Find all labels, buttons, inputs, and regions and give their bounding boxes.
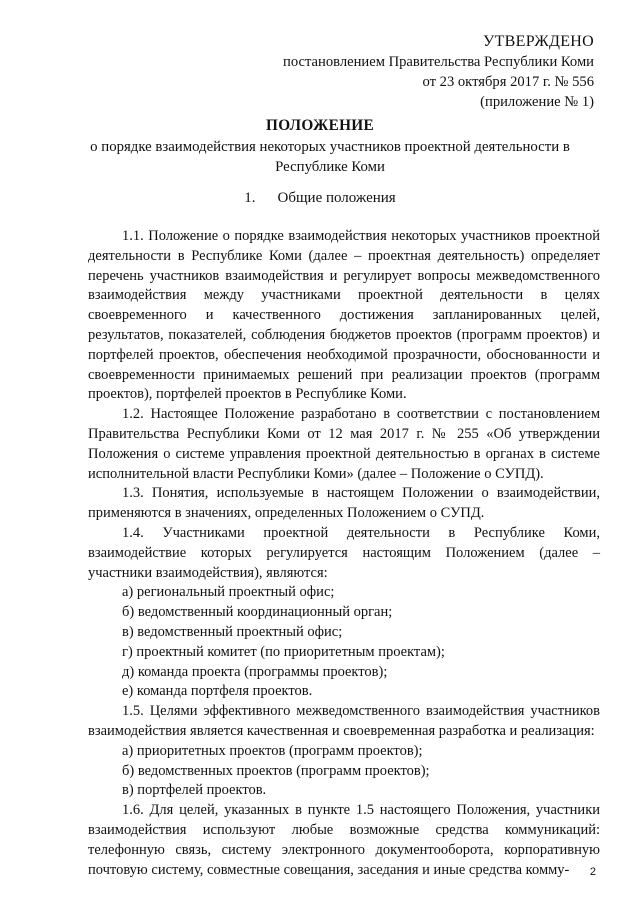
list-item: б) ведомственных проектов (программ проектов); bbox=[122, 762, 430, 779]
approval-stamp-block bbox=[283, 32, 594, 112]
paragraph-1-2: 1.2. Настоящее Положение разработано в соответствии с постановлением Правительства Республики Коми от 12 мая 2017 г. № 255 «Об утверждении Положения о системе управления проектной деятельностью в органах в системе исполнительной власти Республики Коми» (далее – Положение о СУПД). bbox=[88, 406, 600, 482]
paragraph-1-5: 1.5. Целями эффективного межведомственного взаимодействия участников взаимодействия является качественная и своевременная разработка и реализация: bbox=[88, 703, 600, 739]
list-item: а) региональный проектный офис; bbox=[122, 584, 335, 601]
paragraph-1-3: 1.3. Понятия, используемые в настоящем Положении о взаимодействии, применяются в значениях, определенных Положением о СУПД. bbox=[88, 485, 600, 522]
list-item: в) портфелей проектов. bbox=[122, 782, 267, 799]
list-item: д) команда проекта (программы проектов); bbox=[122, 663, 388, 680]
list-item: б) ведомственный координационный орган; bbox=[122, 604, 393, 621]
section-number: 1. bbox=[244, 190, 256, 206]
approval-line-3: (приложение № 1) bbox=[480, 94, 594, 110]
approval-line-1: постановлением Правительства Республики Коми bbox=[283, 54, 594, 70]
paragraph-1-6: 1.6. Для целей, указанных в пункте 1.5 настоящего Положения, участники взаимодействия используют любые возможные средства коммуникаций: телефонную связь, систему электронного документооборота, корпоративную почтовую систему, совместные совещания, заседания и иные средства комму- bbox=[88, 802, 600, 878]
paragraph-1-4: 1.4. Участниками проектной деятельности в Республике Коми, взаимодействие которых регулируется настоящим Положением (далее – участники взаимодействия), являются: bbox=[88, 524, 600, 581]
list-item: в) ведомственный проектный офис; bbox=[122, 623, 343, 640]
paragraph-1-1: 1.1. Положение о порядке взаимодействия некоторых участников проектной деятельности в Республике Коми (далее – проектная деятельность) определяет перечень участников взаимодействия и регулирует вопросы межведомственного взаимодействия между участниками проектной деятельности в целях своевременного и качественного достижения запланированных целей, результатов, показателей, соблюдения бюджетов проектов (программ проектов) и портфелей проектов, обеспечения необходимой прозрачности, обоснованности и своевременности принимаемых решений при реализации проектов (программ проектов), портфелей проектов в Республике Коми. bbox=[88, 228, 600, 403]
section-heading bbox=[0, 190, 640, 207]
page-number: 2 bbox=[589, 866, 596, 878]
approval-title: УТВЕРЖДЕНО bbox=[482, 33, 594, 50]
document-body bbox=[88, 227, 600, 880]
section-title: Общие положения bbox=[277, 190, 396, 206]
list-item: е) команда портфеля проектов. bbox=[122, 683, 313, 700]
list-item: а) приоритетных проектов (программ проектов); bbox=[122, 742, 423, 759]
document-subtitle: о порядке взаимодействия некоторых участников проектной деятельности в Республике Коми bbox=[90, 139, 570, 175]
list-item: г) проектный комитет (по приоритетным проектам); bbox=[122, 643, 445, 660]
document-title: ПОЛОЖЕНИЕ bbox=[266, 117, 374, 134]
approval-line-2: от 23 октября 2017 г. № 556 bbox=[422, 74, 594, 90]
